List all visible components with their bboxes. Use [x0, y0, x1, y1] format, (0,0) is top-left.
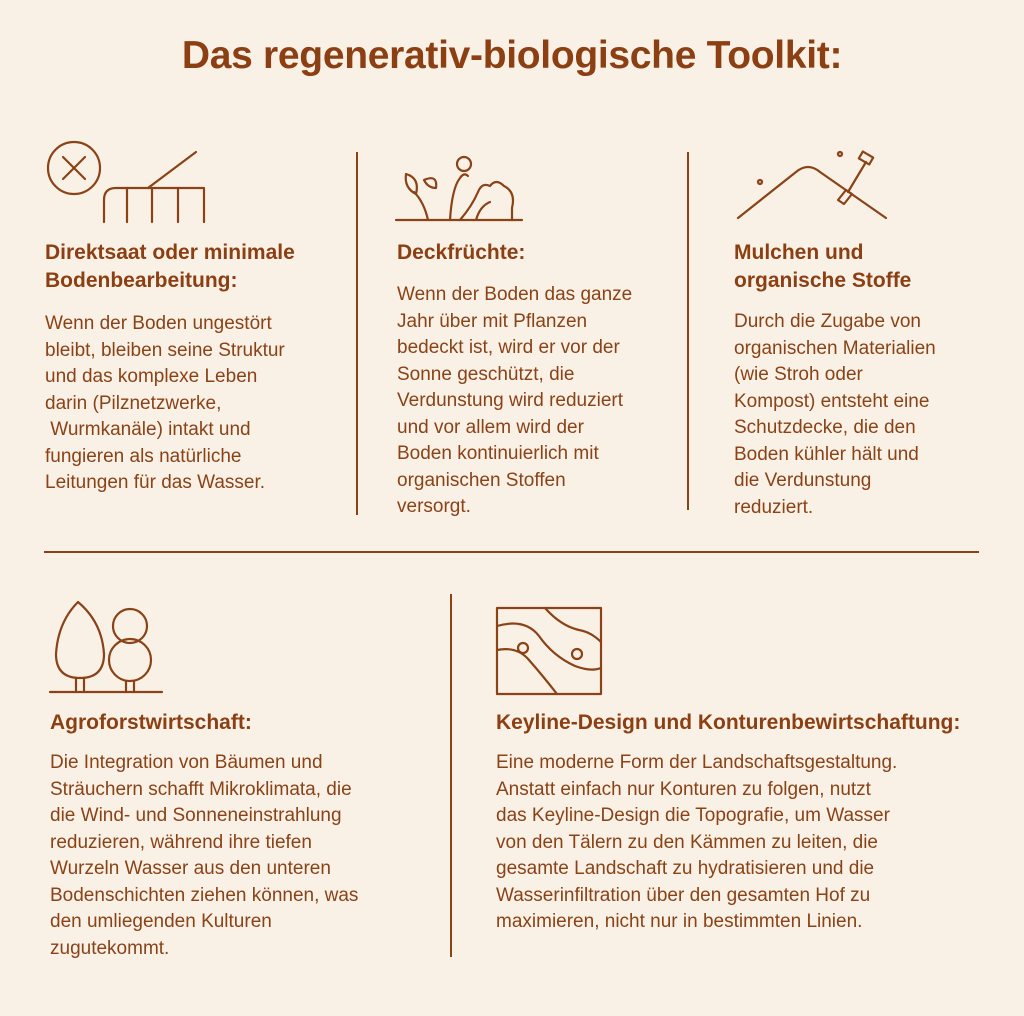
section-text: Eine moderne Form der Landschaftsgestaltung. Anstatt einfach nur Konturen zu folgen, nutzt das Keyline-Design die Topografie, um Wasser von den Tälern zu den Kämmen zu leiten, die gesamte Landschaft zu hydratisieren und die Wasserinfiltration über den gesamten Hof zu maximieren, nicht nur in bestimmten Linien. — [496, 752, 898, 932]
section-heading: Keyline-Design und Konturenbewirtschaftung: — [496, 711, 961, 734]
cover-crop-icon — [394, 152, 528, 226]
section-text: Die Integration von Bäumen und Sträuchern schafft Mikroklimata, die die Wind- und Sonneneinstrahlung reduzieren, während ihre tiefen Wurzeln Wasser aus den unteren Bodenschichten ziehen können, was den umliegenden Kulturen zugutekommt. — [50, 752, 359, 959]
page-title: Das regenerativ-biologische Toolkit: — [181, 34, 843, 77]
trees-icon — [48, 598, 168, 696]
section-text: Wenn der Boden ungestört bleibt, bleiben seine Struktur und das komplexe Leben darin (Pilznetzwerke, Wurmkanäle) intakt und fungieren als natürliche Leitungen für das Wasser. — [45, 313, 285, 493]
section-text: Durch die Zugabe von organischen Materialien (wie Stroh oder Kompost) entsteht eine Schutzdecke, die den Boden kühler hält und die Verdunstung reduziert. — [734, 311, 936, 518]
section-heading: Agroforstwirtschaft: — [50, 711, 252, 734]
column-divider — [356, 152, 358, 515]
column-divider — [450, 594, 452, 957]
section-heading: Deckfrüchte: — [397, 241, 526, 264]
column-divider — [687, 152, 689, 510]
no-till-icon — [44, 140, 214, 230]
contour-map-icon — [495, 606, 603, 696]
mulch-pile-icon — [734, 148, 894, 224]
section-heading: Direktsaat oder minimale Bodenbearbeitung: — [45, 241, 295, 292]
row-divider — [44, 551, 979, 553]
section-text: Wenn der Boden das ganze Jahr über mit Pflanzen bedeckt ist, wird er vor der Sonne geschützt, die Verdunstung wird reduziert und vor allem wird der Boden kontinuierlich mit organischen Stoffen versorgt. — [397, 284, 633, 517]
section-heading: Mulchen und organische Stoffe — [734, 241, 912, 292]
